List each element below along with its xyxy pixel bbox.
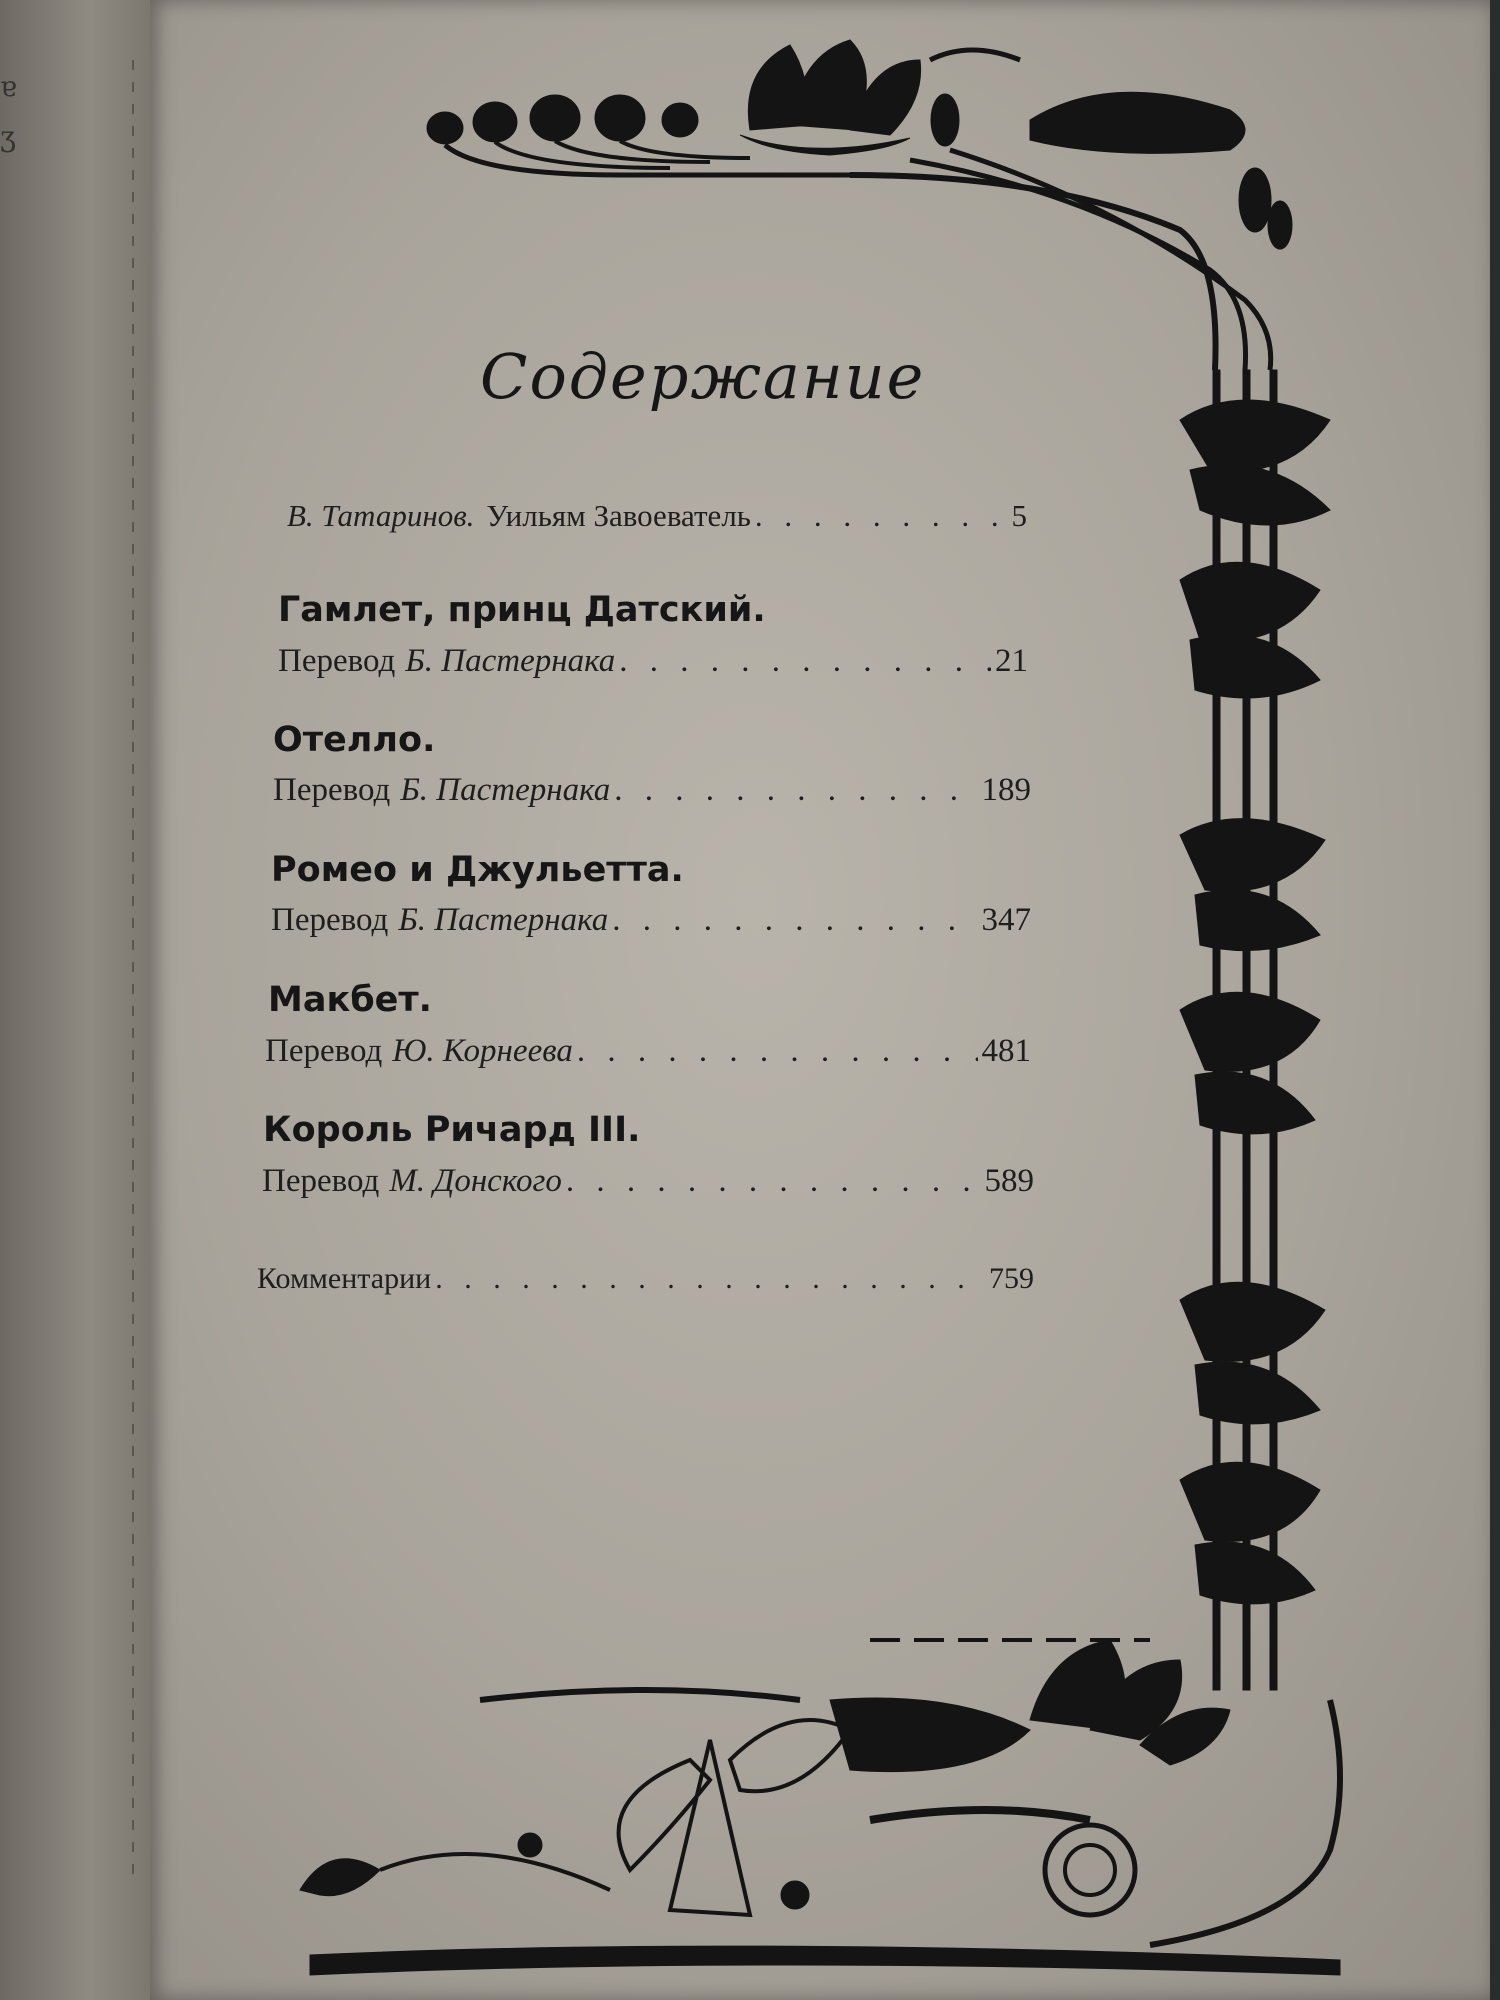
dot-leader [614,772,977,809]
translation-label: Перевод [265,1033,383,1069]
left-page-edge [0,0,150,2000]
comments-label: Комментарии [257,1262,432,1295]
book-page [150,0,1490,2000]
work-title[interactable]: Ромео и Джульетта. [271,850,684,890]
toc-translation-row[interactable] [273,772,1031,809]
intro-page: 5 [1011,498,1027,533]
translator-name: Б. Пастернака [400,772,611,808]
page-title: Содержание [480,340,926,413]
translator-name: М. Донского [389,1163,562,1199]
page-number: 589 [984,1163,1034,1199]
toc-translation-row[interactable] [265,1033,1031,1070]
translation-label: Перевод [262,1163,380,1199]
page-corner-mark-2: ʒ [0,120,16,153]
comments-page: 759 [989,1262,1034,1295]
dot-leader [577,1033,978,1070]
page-number: 189 [981,772,1031,808]
toc-translation-row[interactable] [271,902,1031,939]
intro-title: Уильям Завоеватель [486,498,751,533]
toc-comments-row[interactable] [257,1262,1034,1296]
translator-name: Б. Пастернака [405,643,616,679]
dot-leader [566,1163,981,1200]
translator-name: Б. Пастернака [398,902,609,938]
page-number: 347 [981,902,1031,938]
page-number: 481 [981,1033,1031,1069]
translation-label: Перевод [273,772,391,808]
binding-stitch [132,60,134,1880]
translation-label: Перевод [278,643,396,679]
page-corner-mark: ɐ [0,70,17,103]
dot-leader [612,902,977,939]
translation-label: Перевод [271,902,389,938]
page-number: 21 [995,643,1028,679]
dot-leader [435,1262,985,1296]
dot-leader [755,498,1008,534]
work-title[interactable]: Король Ричард III. [263,1110,641,1150]
toc-translation-row[interactable] [278,643,1028,680]
work-title[interactable]: Гамлет, принц Датский. [278,590,766,630]
translator-name: Ю. Корнеева [392,1033,573,1069]
toc-intro-row[interactable] [287,498,1027,534]
table-of-contents [150,0,1490,2000]
work-title[interactable]: Отелло. [273,720,436,760]
work-title[interactable]: Макбет. [268,980,432,1020]
toc-translation-row[interactable] [262,1163,1034,1200]
dot-leader [619,643,991,680]
intro-author: В. Татаринов. [287,498,475,533]
